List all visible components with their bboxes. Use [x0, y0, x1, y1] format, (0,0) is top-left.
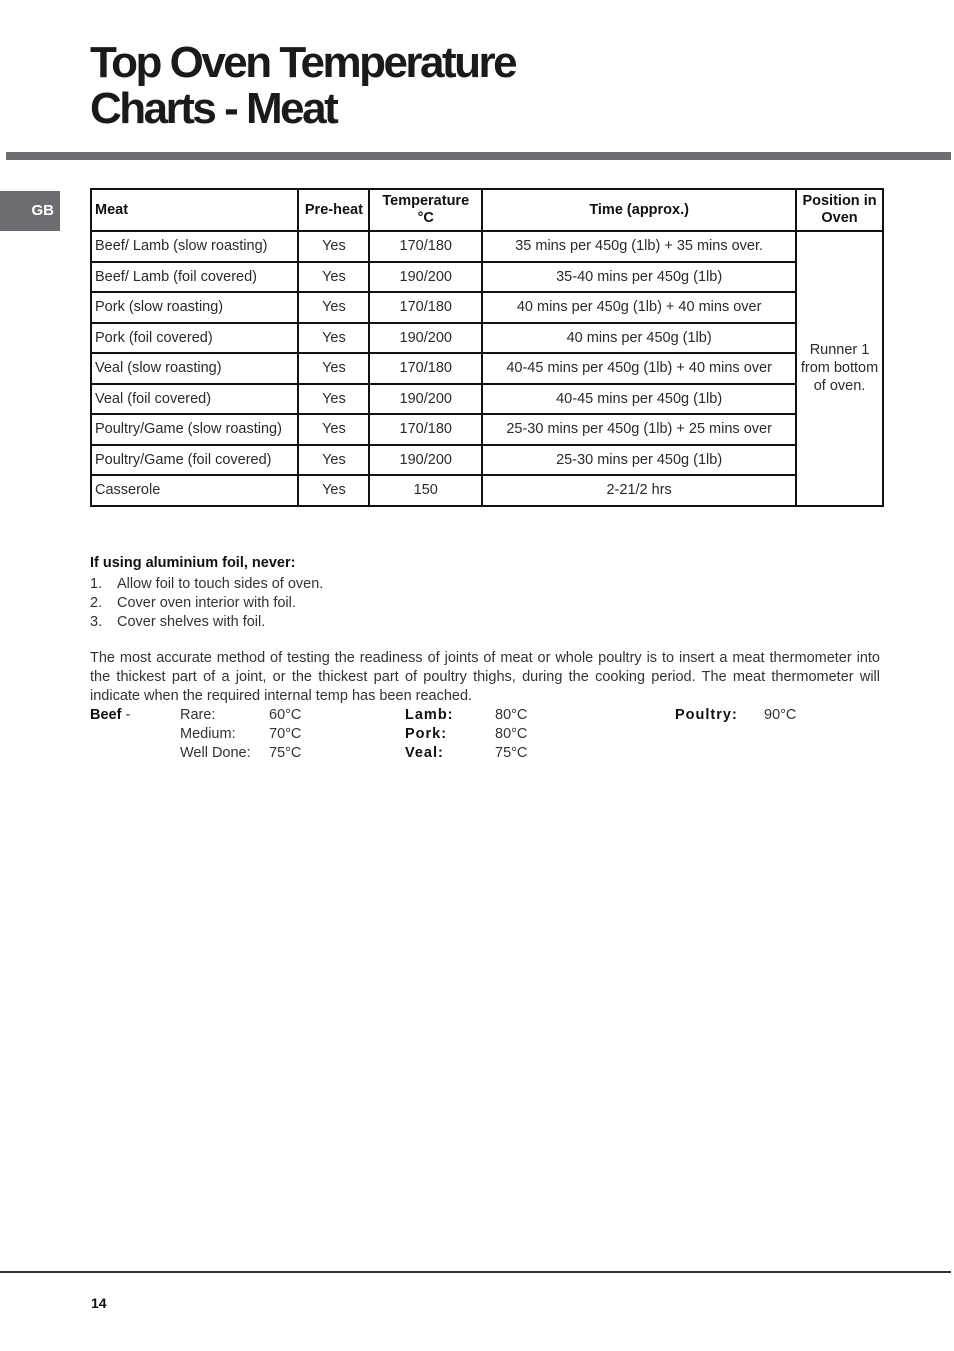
table-row [91, 353, 883, 384]
cell-meat: Pork (foil covered) [91, 323, 298, 354]
cell-meat: Poultry/Game (slow roasting) [91, 414, 298, 445]
list-item-number: 2. [90, 595, 103, 611]
beef-dash: - [125, 707, 131, 723]
cell-temperature: 170/180 [369, 414, 482, 445]
page-title [90, 40, 515, 132]
list-item [90, 575, 880, 594]
cell-temperature: 170/180 [369, 353, 482, 384]
column-header-meat: Meat [91, 189, 298, 231]
column-header-position: Position in Oven [796, 189, 883, 231]
temperature-row [90, 744, 880, 763]
internal-temperature-table [90, 706, 880, 763]
list-item-text: Allow foil to touch sides of oven. [117, 576, 324, 592]
cell-preheat: Yes [298, 353, 369, 384]
cell-preheat: Yes [298, 445, 369, 476]
cell-preheat: Yes [298, 262, 369, 293]
cell-meat: Veal (foil covered) [91, 384, 298, 415]
list-item [90, 613, 880, 632]
poultry-label: Poultry: [675, 707, 738, 723]
cell-temperature: 190/200 [369, 262, 482, 293]
meat-temp: 80°C [495, 707, 528, 723]
temperature-row [90, 725, 880, 744]
poultry-temp: 90°C [764, 707, 797, 723]
doneness-label: Well Done: [180, 745, 251, 761]
beef-heading [90, 706, 130, 725]
cell-meat: Beef/ Lamb (slow roasting) [91, 231, 298, 262]
cell-temperature: 150 [369, 475, 482, 506]
cell-time: 35 mins per 450g (1lb) + 35 mins over. [482, 231, 796, 262]
cell-meat: Beef/ Lamb (foil covered) [91, 262, 298, 293]
cell-meat: Poultry/Game (foil covered) [91, 445, 298, 476]
table-row [91, 231, 883, 262]
cell-preheat: Yes [298, 323, 369, 354]
cell-time: 35-40 mins per 450g (1lb) [482, 262, 796, 293]
column-header-time: Time (approx.) [482, 189, 796, 231]
doneness-temp: 70°C [269, 726, 302, 742]
cell-preheat: Yes [298, 292, 369, 323]
cell-time: 40 mins per 450g (1lb) [482, 323, 796, 354]
cell-temperature: 170/180 [369, 292, 482, 323]
page-title-line-2: Charts - Meat [90, 84, 337, 133]
thermometer-paragraph: The most accurate method of testing the readiness of joints of meat or whole poultry is to insert a meat thermometer into the thickest part of a joint, or the thickest part of poultry thighs, during the cooking period. The meat thermometer will indicate when the required internal temp has been reached. [90, 650, 880, 704]
cell-time: 25-30 mins per 450g (1lb) + 25 mins over [482, 414, 796, 445]
doneness-label: Medium: [180, 726, 236, 742]
cell-time: 40-45 mins per 450g (1lb) + 40 mins over [482, 353, 796, 384]
title-divider [6, 152, 951, 160]
language-tab: GB [0, 191, 60, 231]
beef-label: Beef [90, 707, 122, 723]
cell-preheat: Yes [298, 231, 369, 262]
cell-meat: Veal (slow roasting) [91, 353, 298, 384]
foil-warning-list [90, 575, 880, 632]
doneness-temp: 60°C [269, 707, 302, 723]
table-row [91, 475, 883, 506]
meat-label: Pork: [405, 726, 448, 742]
cell-temperature: 170/180 [369, 231, 482, 262]
table-row [91, 262, 883, 293]
cell-position-in-oven: Runner 1 from bottom of oven. [796, 231, 883, 506]
cell-time: 40-45 mins per 450g (1lb) [482, 384, 796, 415]
page-number: 14 [91, 1295, 107, 1311]
footer-divider [0, 1271, 951, 1273]
foil-warning-heading: If using aluminium foil, never: [90, 555, 296, 571]
cell-temperature: 190/200 [369, 384, 482, 415]
cell-meat: Pork (slow roasting) [91, 292, 298, 323]
cell-preheat: Yes [298, 384, 369, 415]
table-header-row [91, 189, 883, 231]
meat-label: Veal: [405, 745, 444, 761]
list-item-text: Cover shelves with foil. [117, 614, 266, 630]
cell-time: 25-30 mins per 450g (1lb) [482, 445, 796, 476]
doneness-temp: 75°C [269, 745, 302, 761]
table-row [91, 292, 883, 323]
table-row [91, 414, 883, 445]
cell-time: 40 mins per 450g (1lb) + 40 mins over [482, 292, 796, 323]
doneness-label: Rare: [180, 707, 216, 723]
temperature-row [90, 706, 880, 725]
cell-temperature: 190/200 [369, 323, 482, 354]
foil-warning-section [90, 554, 880, 632]
table-row [91, 323, 883, 354]
meat-temp: 80°C [495, 726, 528, 742]
column-header-temperature: Temperature °C [369, 189, 482, 231]
list-item-text: Cover oven interior with foil. [117, 595, 296, 611]
cell-preheat: Yes [298, 414, 369, 445]
meat-temp: 75°C [495, 745, 528, 761]
cell-temperature: 190/200 [369, 445, 482, 476]
list-item [90, 594, 880, 613]
list-item-number: 3. [90, 614, 103, 630]
meat-label: Lamb: [405, 707, 454, 723]
list-item-number: 1. [90, 576, 103, 592]
cell-preheat: Yes [298, 475, 369, 506]
temperature-chart-table [90, 188, 884, 507]
table-row [91, 445, 883, 476]
table-row [91, 384, 883, 415]
cell-time: 2-21/2 hrs [482, 475, 796, 506]
column-header-preheat: Pre-heat [298, 189, 369, 231]
page-title-line-1: Top Oven Temperature [90, 38, 516, 87]
cell-meat: Casserole [91, 475, 298, 506]
